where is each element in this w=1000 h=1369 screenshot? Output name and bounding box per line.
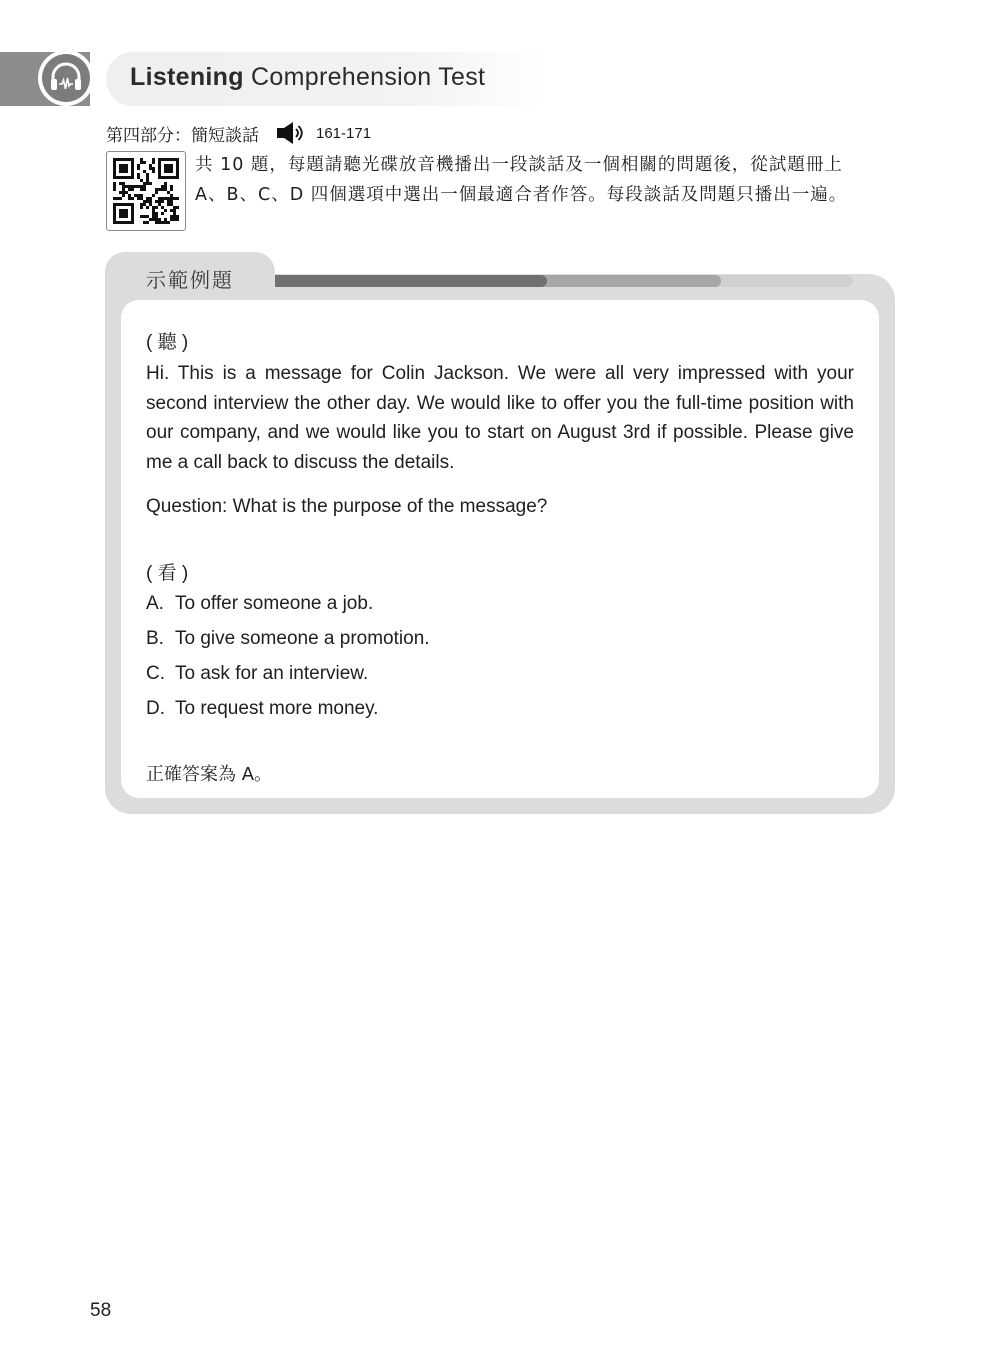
qr-code[interactable] bbox=[106, 151, 186, 231]
option-a bbox=[146, 593, 373, 615]
question-text: Question: What is the purpose of the message? bbox=[146, 496, 548, 517]
answer-text: 正確答案為 A。 bbox=[146, 764, 273, 785]
example-tab-label: 示範例題 bbox=[146, 268, 234, 292]
option-text: To give someone a promotion. bbox=[175, 628, 430, 649]
look-label: ( 看 ) bbox=[146, 563, 189, 584]
option-text: To request more money. bbox=[175, 698, 379, 719]
header-icon-badge bbox=[38, 50, 94, 106]
page-number: 58 bbox=[90, 1300, 112, 1321]
instructions-line-1: 共 10 題，每題請聽光碟放音機播出一段談話及一個相關的問題後，從試題冊上 bbox=[195, 155, 843, 175]
page-title-strong: Listening bbox=[130, 63, 244, 91]
listen-label: ( 聽 ) bbox=[146, 332, 189, 353]
instructions bbox=[195, 150, 885, 210]
decorative-bar-light bbox=[714, 275, 853, 287]
option-letter: D. bbox=[146, 698, 165, 719]
option-d bbox=[146, 698, 378, 720]
page-title bbox=[130, 63, 485, 92]
option-c bbox=[146, 663, 368, 685]
option-b bbox=[146, 628, 430, 650]
decorative-bar-mid bbox=[540, 275, 721, 287]
option-text: To offer someone a job. bbox=[175, 593, 374, 614]
option-letter: B. bbox=[146, 628, 164, 649]
speaker-icon bbox=[276, 121, 306, 145]
headphones-icon bbox=[48, 61, 84, 95]
instructions-line-2: A、B、C、D 四個選項中選出一個最適合者作答。每段談話及問題只播出一遍。 bbox=[195, 185, 848, 205]
option-letter: A. bbox=[146, 593, 164, 614]
part-heading bbox=[106, 121, 371, 145]
qr-code-icon bbox=[113, 158, 179, 224]
option-letter: C. bbox=[146, 663, 165, 684]
audio-passage: Hi. This is a message for Colin Jackson. We were all very impressed with your second interview the other day. We would like to offer you the full-time position with our company, and we would like you to start on August 3rd if possible. Please give me a call back to discuss the details. bbox=[146, 363, 854, 474]
page-title-rest: Comprehension Test bbox=[243, 63, 486, 91]
part-title: 第四部分：簡短談話 bbox=[106, 125, 259, 146]
decorative-bar-dark bbox=[275, 275, 547, 287]
track-range: 161-171 bbox=[316, 124, 372, 142]
option-text: To ask for an interview. bbox=[175, 663, 369, 684]
